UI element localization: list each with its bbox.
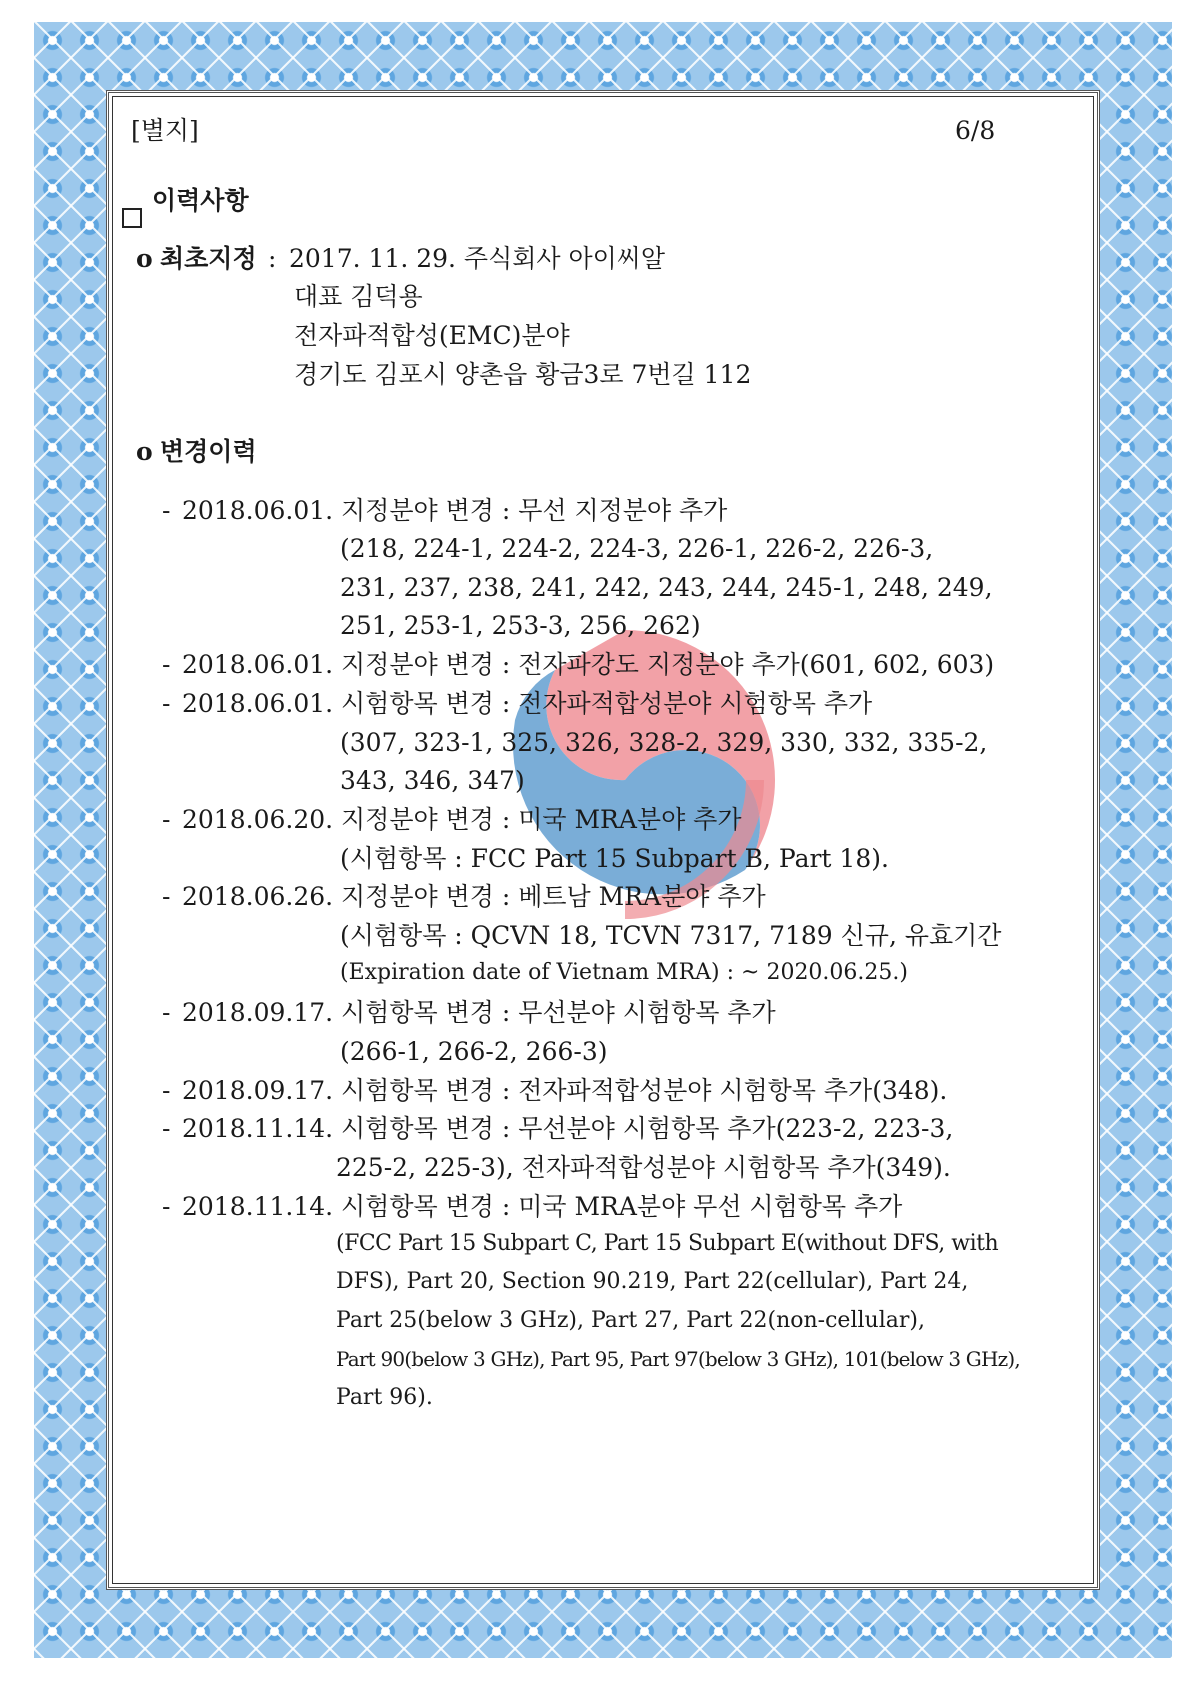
entry-line: 231, 237, 238, 241, 242, 243, 244, 245-1, 248, 249,: [340, 573, 993, 602]
entry-dash: -: [162, 1192, 171, 1221]
entry-line: (시험항목 : QCVN 18, TCVN 7317, 7189 신규, 유효기간: [340, 921, 1002, 950]
entry-line: 2018.11.14. 시험항목 변경 : 미국 MRA분야 무선 시험항목 추가: [182, 1192, 903, 1221]
entry-line: 2018.06.01. 지정분야 변경 : 전자파강도 지정분야 추가(601, 602, 603): [182, 650, 995, 679]
entry-line: DFS), Part 20, Section 90.219, Part 22(cellular), Part 24,: [336, 1269, 969, 1294]
initial-designation-line: 2017. 11. 29. 주식회사 아이씨알: [289, 244, 666, 273]
change-history-label: 변경이력: [160, 437, 257, 466]
entry-line: 2018.09.17. 시험항목 변경 : 무선분야 시험항목 추가: [182, 998, 776, 1027]
entry-line: Part 96).: [336, 1385, 433, 1410]
entry-line: (FCC Part 15 Subpart C, Part 15 Subpart E(without DFS, with: [336, 1231, 999, 1256]
entry-line: (시험항목 : FCC Part 15 Subpart B, Part 18).: [340, 844, 889, 873]
attachment-label: [별지]: [131, 116, 199, 145]
entry-line: Part 25(below 3 GHz), Part 27, Part 22(non-cellular),: [336, 1308, 925, 1333]
entry-dash: -: [162, 1114, 171, 1143]
page-number: 6/8: [955, 116, 996, 145]
entry-dash: -: [162, 805, 171, 834]
entry-line: (307, 323-1, 325, 326, 328-2, 329, 330, 332, 335-2,: [340, 728, 988, 757]
entry-line: 2018.09.17. 시험항목 변경 : 전자파적합성분야 시험항목 추가(348).: [182, 1076, 948, 1105]
initial-designation-label: 최초지정: [160, 244, 257, 273]
section-checkbox-icon: [122, 208, 142, 228]
entry-line: 251, 253-1, 253-3, 256, 262): [340, 611, 701, 640]
entry-line: 2018.06.01. 지정분야 변경 : 무선 지정분야 추가: [182, 496, 728, 525]
change-history-bullet: o: [136, 437, 153, 466]
entry-dash: -: [162, 689, 171, 718]
entry-line: 2018.06.01. 시험항목 변경 : 전자파적합성분야 시험항목 추가: [182, 689, 873, 718]
entry-dash: -: [162, 1076, 171, 1105]
entry-dash: -: [162, 882, 171, 911]
initial-designation-line: 대표 김덕용: [294, 282, 423, 311]
entry-line: (218, 224-1, 224-2, 224-3, 226-1, 226-2, 226-3,: [340, 534, 934, 563]
entry-line: (Expiration date of Vietnam MRA) : ~ 2020.06.25.): [340, 960, 908, 985]
entry-line: 2018.11.14. 시험항목 변경 : 무선분야 시험항목 추가(223-2, 223-3,: [182, 1114, 954, 1143]
entry-dash: -: [162, 496, 171, 525]
entry-line: 343, 346, 347): [340, 766, 525, 795]
section-title: 이력사항: [152, 186, 249, 215]
entry-dash: -: [162, 650, 171, 679]
entry-line: 2018.06.20. 지정분야 변경 : 미국 MRA분야 추가: [182, 805, 742, 834]
entry-line: 2018.06.26. 지정분야 변경 : 베트남 MRA분야 추가: [182, 882, 766, 911]
entry-line: 225-2, 225-3), 전자파적합성분야 시험항목 추가(349).: [336, 1153, 951, 1182]
initial-designation-bullet: o: [136, 244, 153, 273]
initial-designation-colon: :: [268, 244, 277, 273]
entry-line: Part 90(below 3 GHz), Part 95, Part 97(below 3 GHz), 101(below 3 GHz),: [336, 1347, 1020, 1371]
initial-designation-line: 경기도 김포시 양촌읍 황금3로 7번길 112: [294, 360, 752, 389]
initial-designation-line: 전자파적합성(EMC)분야: [294, 321, 570, 350]
entry-line: (266-1, 266-2, 266-3): [340, 1037, 608, 1066]
entry-dash: -: [162, 998, 171, 1027]
